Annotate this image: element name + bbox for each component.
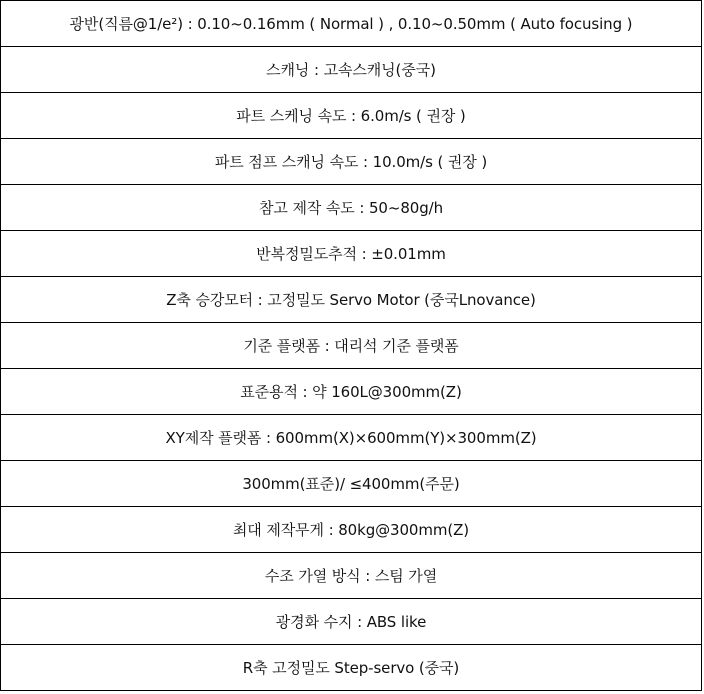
table-row — [1, 323, 702, 369]
table-cell: 광경화 수지 : ABS like — [1, 599, 702, 645]
table-cell: 표준용적 : 약 160L@300mm(Z) — [1, 369, 702, 415]
table-row — [1, 599, 702, 645]
table-row — [1, 461, 702, 507]
table-row — [1, 47, 702, 93]
table-cell: 파트 점프 스캐닝 속도 : 10.0m/s ( 권장 ) — [1, 139, 702, 185]
table-row — [1, 231, 702, 277]
table-row — [1, 1, 702, 47]
table-row — [1, 369, 702, 415]
table-row — [1, 415, 702, 461]
table-cell: R축 고정밀도 Step-servo (중국) — [1, 645, 702, 691]
table-cell: 광반(직름@1/e²) : 0.10~0.16mm ( Normal ) , 0.10~0.50mm ( Auto focusing ) — [1, 1, 702, 47]
table-cell: 최대 제작무게 : 80kg@300mm(Z) — [1, 507, 702, 553]
table-cell: Z축 승강모터 : 고정밀도 Servo Motor (중국Lnovance) — [1, 277, 702, 323]
table-cell: 참고 제작 속도 : 50~80g/h — [1, 185, 702, 231]
table-cell: 수조 가열 방식 : 스팀 가열 — [1, 553, 702, 599]
table-cell: 파트 스케닝 속도 : 6.0m/s ( 권장 ) — [1, 93, 702, 139]
table-row — [1, 93, 702, 139]
table-cell: 300mm(표준)/ ≤400mm(주문) — [1, 461, 702, 507]
table-row — [1, 553, 702, 599]
table-cell: 스캐닝 : 고속스캐닝(중국) — [1, 47, 702, 93]
table-row — [1, 139, 702, 185]
table-row — [1, 277, 702, 323]
table-cell: 반복정밀도추적 : ±0.01mm — [1, 231, 702, 277]
table-row — [1, 507, 702, 553]
table-row — [1, 185, 702, 231]
table-cell: 기준 플랫폼 : 대리석 기준 플랫폼 — [1, 323, 702, 369]
table-row — [1, 645, 702, 691]
table-cell: XY제작 플랫폼 : 600mm(X)×600mm(Y)×300mm(Z) — [1, 415, 702, 461]
